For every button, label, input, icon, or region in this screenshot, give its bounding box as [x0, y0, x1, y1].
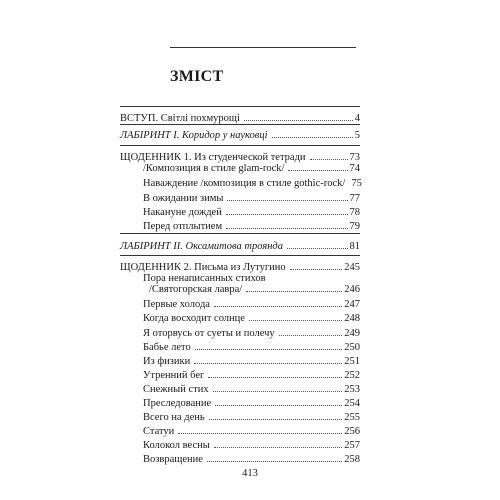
leader-dots: [287, 248, 348, 249]
leader-dots: [213, 391, 343, 392]
leader-dots: [226, 214, 348, 215]
leader-dots: [226, 228, 347, 229]
toc-entry-page: 5: [354, 130, 360, 141]
toc-entry: [143, 328, 360, 340]
toc-entry-page: 255: [344, 412, 360, 423]
toc-entry-title: Бабье лето: [143, 342, 191, 353]
toc-entry-title: Наваждение /композиция в стиле gothic-rock/: [143, 178, 346, 189]
toc-entry-title: Пора ненаписанных стихов: [143, 273, 266, 284]
toc-entry-title: /Композиция в стиле glam-rock/: [143, 163, 285, 174]
toc-entry-title: /Святогорская лавра/: [149, 284, 243, 295]
toc-entry-title: Из физики: [143, 356, 191, 367]
toc-entry: [143, 370, 360, 382]
toc-entry-title: Всего на день: [143, 412, 205, 423]
toc-entry-page: 256: [344, 426, 360, 437]
toc-entry: [143, 163, 360, 175]
toc-entry-page: 81: [349, 241, 360, 252]
section-divider: [120, 255, 360, 256]
toc-entry: [143, 426, 360, 438]
toc-entry-page: 78: [349, 207, 360, 218]
toc-entry: [120, 241, 360, 253]
toc-entry-page: 248: [344, 313, 360, 324]
toc-entry: [143, 454, 360, 466]
toc-entry-title: Колокол весны: [143, 440, 210, 451]
toc-entry-title: Я оторвусь от суеты и полечу: [143, 328, 275, 339]
toc-entry-page: 73: [349, 152, 360, 163]
toc-entry-title: Когда восходит солнце: [143, 313, 245, 324]
toc-entry-page: 249: [344, 328, 360, 339]
leader-dots: [279, 335, 343, 336]
toc-entry-page: 258: [344, 454, 360, 465]
leader-dots: [208, 377, 342, 378]
toc-entry: [143, 178, 360, 190]
leader-dots: [178, 433, 342, 434]
toc-entry-page: 253: [344, 384, 360, 395]
toc-entry-page: 251: [344, 356, 360, 367]
toc-entry: [143, 440, 360, 452]
toc-entry-page: 4: [354, 113, 360, 124]
section-divider: [120, 233, 360, 234]
toc-entry-title: ЩОДЕННИК 2. Письма из Лутугино: [120, 262, 286, 273]
section-divider: [120, 145, 360, 146]
leader-dots: [214, 447, 342, 448]
toc-entry-page: 247: [344, 299, 360, 310]
toc-entry: [143, 207, 360, 219]
section-divider: [120, 106, 360, 107]
toc-entry-title: Возвращение: [143, 454, 203, 465]
toc-entry-title: ЛАБІРИНТ ІІ. Оксамитова трояндa: [120, 241, 283, 252]
toc-entry-page: 74: [349, 163, 360, 174]
toc-entry-title: ЛАБІРИНТ І. Коридор у науковці: [120, 130, 268, 141]
leader-dots: [207, 461, 342, 462]
leader-dots: [249, 320, 342, 321]
toc-entry: [143, 398, 360, 410]
toc-entry-page: 252: [344, 370, 360, 381]
toc-entry-page: 246: [344, 284, 360, 295]
toc-entry: [143, 221, 360, 233]
toc-entry: [143, 193, 360, 205]
toc-entry-page: 250: [344, 342, 360, 353]
toc-entry-title: Первые холода: [143, 299, 210, 310]
top-rule: [170, 47, 356, 48]
toc-entry: [143, 313, 360, 325]
toc-entry-page: 79: [349, 221, 360, 232]
toc-entry-page: 257: [344, 440, 360, 451]
toc-entry-title: Утренний бег: [143, 370, 205, 381]
toc-entry-title: Преследование: [143, 398, 212, 409]
leader-dots: [272, 137, 353, 138]
toc-entry-title: ЩОДЕННИК 1. Из студенческой тетради: [120, 152, 306, 163]
toc-entry-title: В ожидании зимы: [143, 193, 224, 204]
leader-dots: [215, 405, 342, 406]
leader-dots: [195, 349, 343, 350]
toc-entry-title: Снежный стих: [143, 384, 209, 395]
toc-entry-page: 245: [344, 262, 360, 273]
leader-dots: [246, 291, 342, 292]
leader-dots: [290, 269, 343, 270]
toc-entry-title: Накануне дождей: [143, 207, 222, 218]
toc-entry-page: 75: [351, 178, 362, 189]
leader-dots: [209, 419, 343, 420]
toc-entry: [143, 356, 360, 368]
leader-dots: [194, 363, 342, 364]
toc-entry: [143, 412, 360, 424]
toc-entry: [120, 130, 360, 142]
toc-entry-title: Статуи: [143, 426, 175, 437]
leader-dots: [227, 200, 347, 201]
leader-dots: [288, 170, 347, 171]
toc-entry: [143, 299, 360, 311]
page-title: ЗМІСТ: [170, 68, 224, 85]
page-number: 413: [242, 468, 258, 479]
toc-entry: [143, 284, 360, 296]
leader-dots: [310, 159, 348, 160]
toc-entry-title: Перед отплытием: [143, 221, 223, 232]
toc-entry-page: 254: [344, 398, 360, 409]
toc-entry-page: 77: [349, 193, 360, 204]
toc-entry-title: ВСТУП. Світлі похмурощі: [120, 113, 240, 124]
section-divider: [120, 124, 360, 125]
toc-entry: [143, 384, 360, 396]
toc-entry: [143, 342, 360, 354]
leader-dots: [214, 306, 342, 307]
leader-dots: [244, 120, 353, 121]
